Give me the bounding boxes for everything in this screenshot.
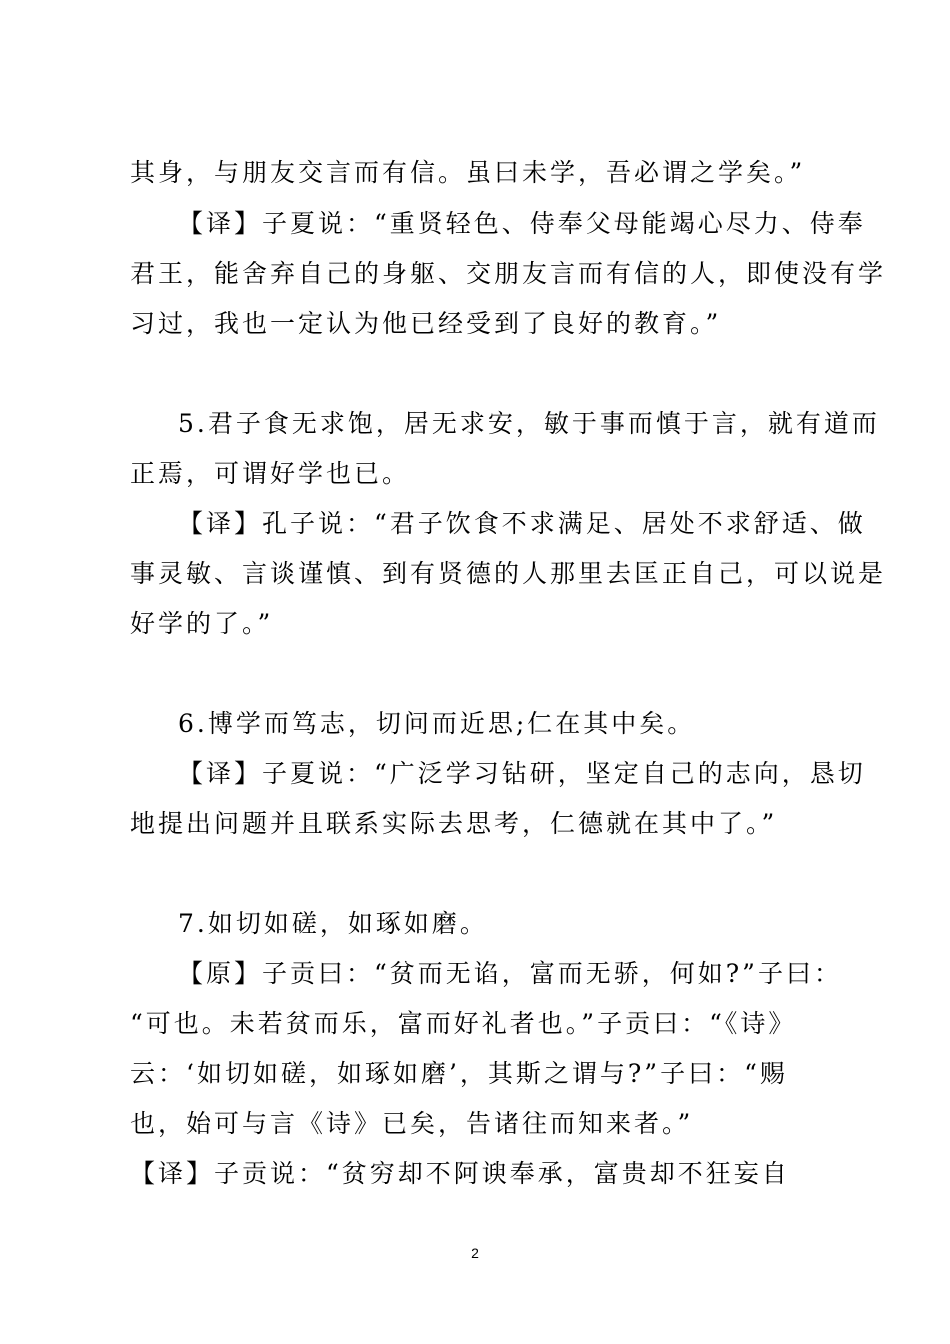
page-number: 2 xyxy=(471,1245,479,1261)
text-line: 好学的了。” xyxy=(130,609,274,638)
text-line: “可也。未若贫而乐，富而好礼者也。”子贡曰：“《诗》 xyxy=(130,1009,797,1038)
text-line: 【译】子夏说：“重贤轻色、侍奉父母能竭心尽力、侍奉 xyxy=(178,209,866,238)
text-line: 【译】子夏说：“广泛学习钻研，坚定自己的志向，恳切 xyxy=(178,759,866,788)
text-line: 【译】子贡说：“贫穷却不阿谀奉承，富贵却不狂妄自 xyxy=(130,1159,790,1188)
text-line: 君王，能舍弃自己的身躯、交朋友言而有信的人，即使没有学 xyxy=(130,259,887,288)
text-line: 其身，与朋友交言而有信。虽曰未学，吾必谓之学矣。” xyxy=(130,158,806,187)
text-line: 【原】子贡曰：“贫而无谄，富而无骄，何如?”子曰： xyxy=(178,959,842,988)
text-line: 地提出问题并且联系实际去思考，仁德就在其中了。” xyxy=(130,809,778,838)
text-line: 云：‘如切如磋，如琢如磨’，其斯之谓与?”子曰：“赐 xyxy=(130,1059,788,1088)
text-line: 5.君子食无求饱，居无求安，敏于事而慎于言，就有道而 xyxy=(178,409,880,438)
text-line: 正焉，可谓好学也已。 xyxy=(130,459,411,488)
text-line: 【译】孔子说：“君子饮食不求满足、居处不求舒适、做 xyxy=(178,509,866,538)
text-line: 习过，我也一定认为他已经受到了良好的教育。” xyxy=(130,309,722,338)
text-line: 事灵敏、言谈谨慎、到有贤德的人那里去匡正自己，可以说是 xyxy=(130,559,887,588)
text-line: 也，始可与言《诗》已矣，告诸往而知来者。” xyxy=(130,1109,694,1138)
text-line: 6.博学而笃志，切问而近思;仁在其中矣。 xyxy=(178,709,696,738)
text-line: 7.如切如磋，如琢如磨。 xyxy=(178,909,488,938)
